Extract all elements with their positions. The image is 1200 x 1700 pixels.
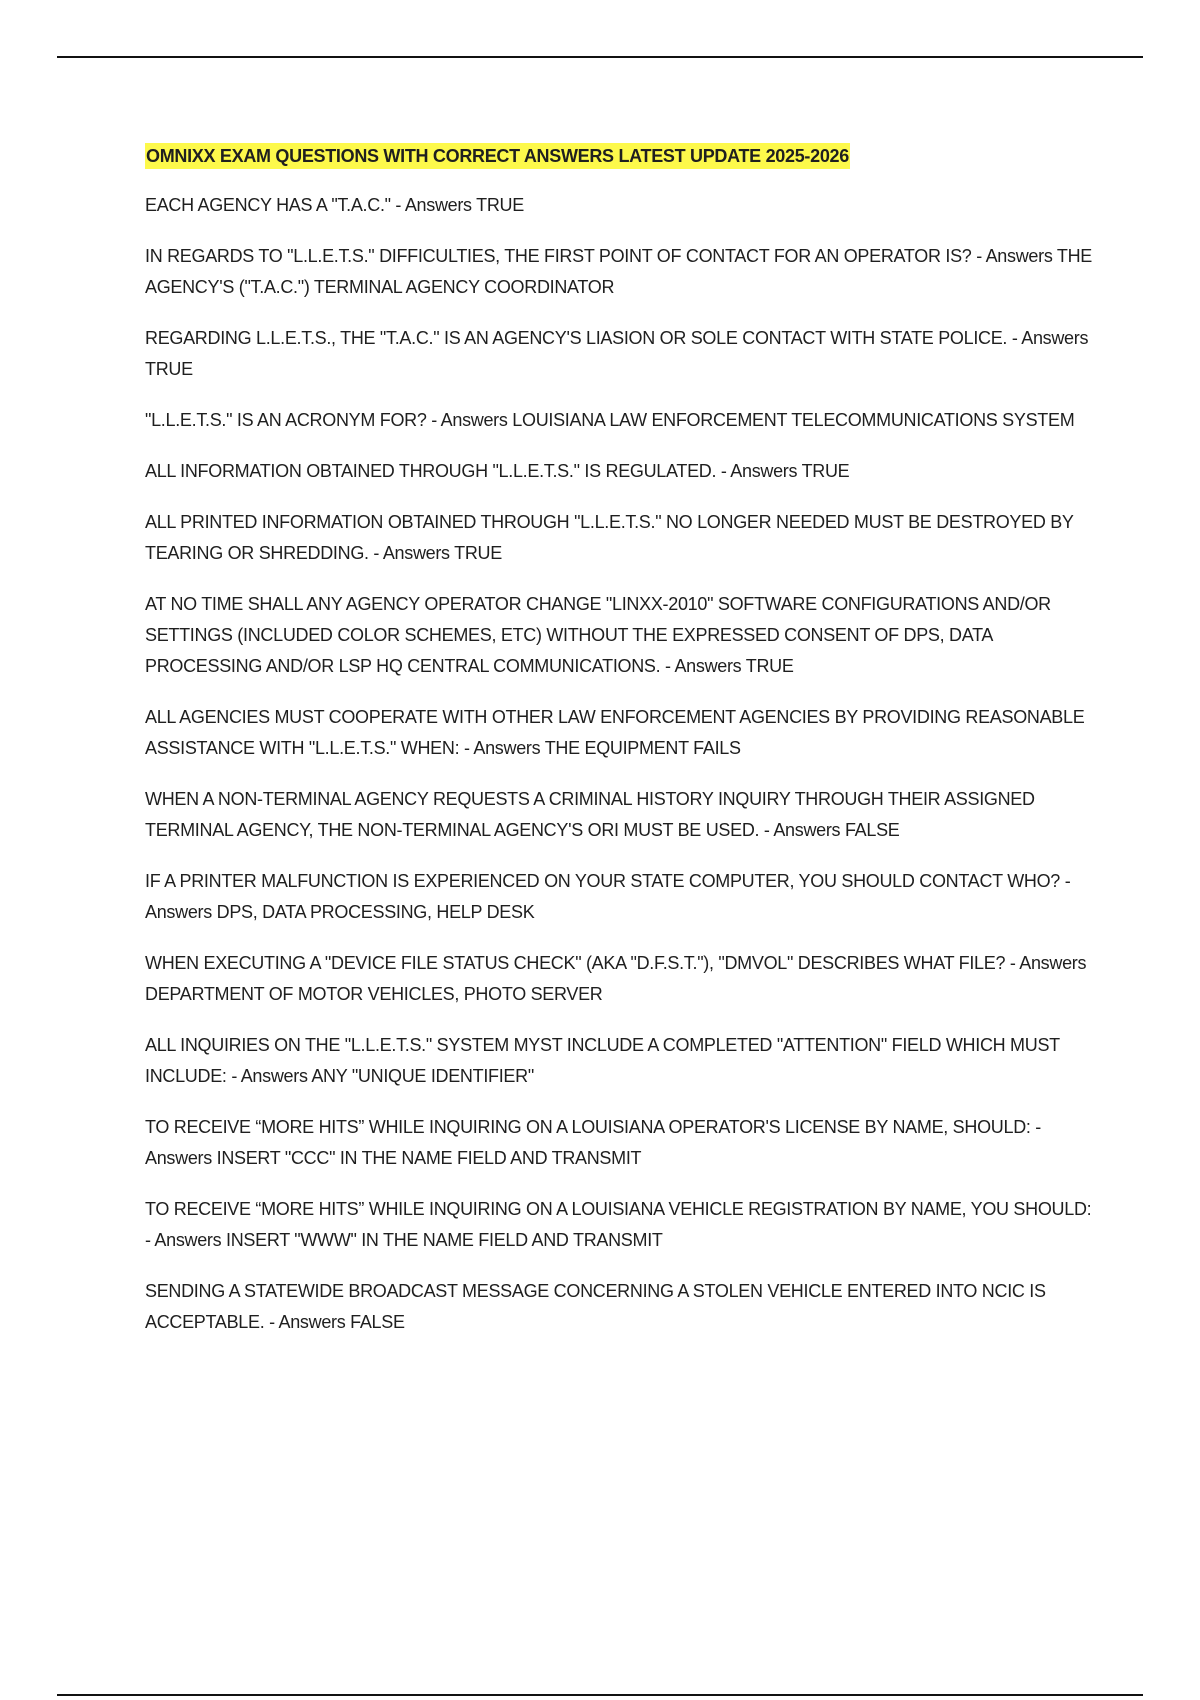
qa-item: SENDING A STATEWIDE BROADCAST MESSAGE CONCERNING A STOLEN VEHICLE ENTERED INTO NCIC IS ACCEPTABLE. - Answers FALSE [145,1281,1046,1332]
qa-item: REGARDING L.L.E.T.S., THE "T.A.C." IS AN AGENCY'S LIASION OR SOLE CONTACT WITH STATE POLICE. - Answers TRUE [145,328,1089,379]
qa-item: WHEN EXECUTING A "DEVICE FILE STATUS CHECK" (AKA "D.F.S.T."), "DMVOL" DESCRIBES WHAT FILE? - Answers DEPARTMENT OF MOTOR VEHICLES, PHOTO SERVER [145,953,1087,1004]
qa-item: WHEN A NON-TERMINAL AGENCY REQUESTS A CRIMINAL HISTORY INQUIRY THROUGH THEIR ASSIGNED TERMINAL AGENCY, THE NON-TERMINAL AGENCY'S ORI MUST BE USED. - Answers FALSE [145,789,1035,840]
qa-item: "L.L.E.T.S." IS AN ACRONYM FOR? - Answers LOUISIANA LAW ENFORCEMENT TELECOMMUNICATIONS SYSTEM [145,410,1075,430]
qa-item: TO RECEIVE “MORE HITS” WHILE INQUIRING ON A LOUISIANA VEHICLE REGISTRATION BY NAME, YOU SHOULD: - Answers INSERT "WWW" IN THE NAME FIELD AND TRANSMIT [145,1199,1092,1250]
bottom-divider [57,1694,1143,1696]
qa-item: ALL PRINTED INFORMATION OBTAINED THROUGH "L.L.E.T.S." NO LONGER NEEDED MUST BE DESTROYED BY TEARING OR SHREDDING. - Answers TRUE [145,512,1074,563]
document-title [145,141,1095,171]
top-divider [57,56,1143,58]
qa-item: ALL INQUIRIES ON THE "L.L.E.T.S." SYSTEM MYST INCLUDE A COMPLETED "ATTENTION" FIELD WHICH MUST INCLUDE: - Answers ANY "UNIQUE IDENTIFIER" [145,1035,1060,1086]
qa-item: ALL AGENCIES MUST COOPERATE WITH OTHER LAW ENFORCEMENT AGENCIES BY PROVIDING REASONABLE ASSISTANCE WITH "L.L.E.T.S." WHEN: - Answers THE EQUIPMENT FAILS [145,707,1085,758]
document-body [145,141,1095,1358]
title-highlight: OMNIXX EXAM QUESTIONS WITH CORRECT ANSWERS LATEST UPDATE 2025-2026 [145,143,850,169]
qa-item: IF A PRINTER MALFUNCTION IS EXPERIENCED ON YOUR STATE COMPUTER, YOU SHOULD CONTACT WHO? - Answers DPS, DATA PROCESSING, HELP DESK [145,871,1071,922]
qa-item: EACH AGENCY HAS A "T.A.C." - Answers TRUE [145,195,524,215]
qa-item: IN REGARDS TO "L.L.E.T.S." DIFFICULTIES, THE FIRST POINT OF CONTACT FOR AN OPERATOR IS? - Answers THE AGENCY'S ("T.A.C.") TERMINAL AGENCY COORDINATOR [145,246,1092,297]
qa-item: AT NO TIME SHALL ANY AGENCY OPERATOR CHANGE "LINXX-2010" SOFTWARE CONFIGURATIONS AND/OR SETTINGS (INCLUDED COLOR SCHEMES, ETC) WITHOUT THE EXPRESSED CONSENT OF DPS, DATA PROCESSING AND/OR LSP HQ CENTRAL COMMUNICATIONS. - Answers TRUE [145,594,1051,676]
qa-item: TO RECEIVE “MORE HITS” WHILE INQUIRING ON A LOUISIANA OPERATOR'S LICENSE BY NAME, SHOULD: - Answers INSERT "CCC" IN THE NAME FIELD AND TRANSMIT [145,1117,1041,1168]
qa-item: ALL INFORMATION OBTAINED THROUGH "L.L.E.T.S." IS REGULATED. - Answers TRUE [145,461,850,481]
qa-list [145,190,1095,1338]
